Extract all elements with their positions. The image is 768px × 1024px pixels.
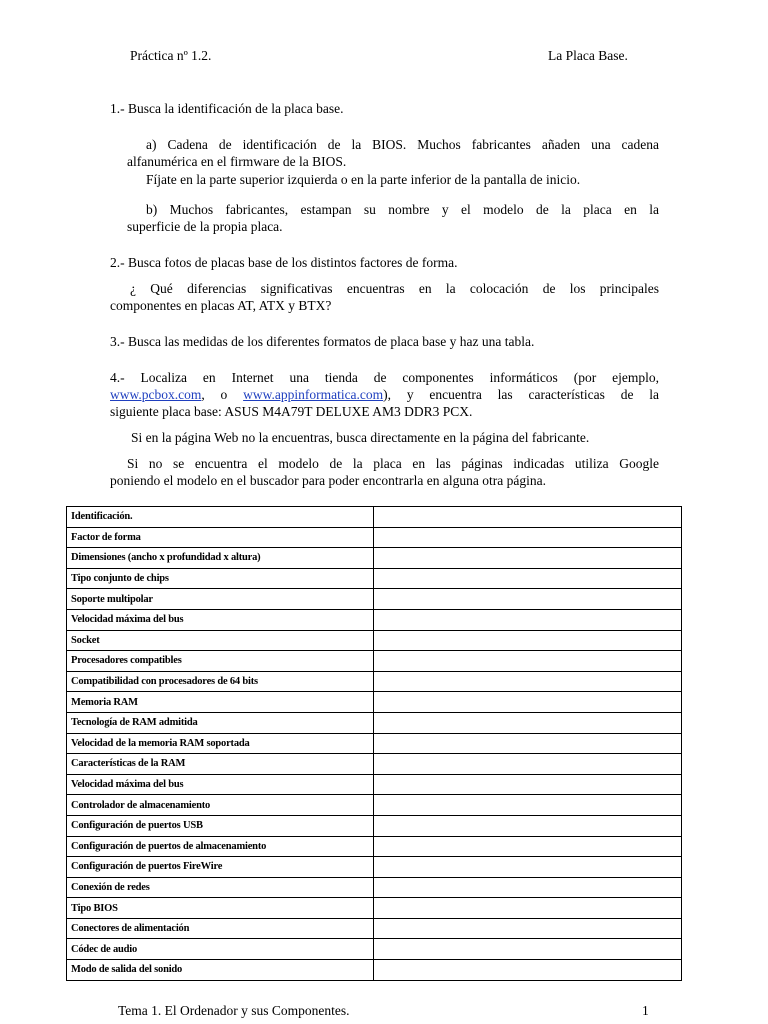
row-answer-cell[interactable] — [374, 651, 682, 672]
question-4-line-2 — [110, 386, 659, 404]
question-4-paragraph-3-line-2: poniendo el modelo en el buscador para poder encontrarla en alguna otra página. — [110, 473, 546, 488]
footer-topic: Tema 1. El Ordenador y sus Componentes. — [118, 1003, 350, 1018]
table-row — [67, 795, 682, 816]
row-answer-cell[interactable] — [374, 548, 682, 569]
table-row — [67, 774, 682, 795]
question-3-heading: 3.- Busca las medidas de los diferentes formatos de placa base y haz una tabla. — [110, 334, 535, 349]
table-row — [67, 671, 682, 692]
table-row — [67, 857, 682, 878]
row-label: Memoria RAM — [67, 692, 374, 713]
row-answer-cell[interactable] — [374, 918, 682, 939]
row-answer-cell[interactable] — [374, 692, 682, 713]
table-row — [67, 507, 682, 528]
question-4-line-2-rest: ), y encuentra las características de la — [383, 387, 659, 402]
row-label: Tipo conjunto de chips — [67, 568, 374, 589]
row-answer-cell[interactable] — [374, 836, 682, 857]
header-practice-number: Práctica nº 1.2. — [130, 48, 212, 63]
question-1a-line-3: Fíjate en la parte superior izquierda o en la parte inferior de la pantalla de inicio. — [146, 172, 581, 187]
question-1a-line-1: a) Cadena de identificación de la BIOS. Muchos fabricantes añaden una cadena — [146, 137, 659, 152]
row-answer-cell[interactable] — [374, 733, 682, 754]
question-1b-line-2: superficie de la propia placa. — [127, 219, 283, 234]
row-answer-cell[interactable] — [374, 815, 682, 836]
table-row — [67, 589, 682, 610]
table-row — [67, 733, 682, 754]
table-row — [67, 877, 682, 898]
table-row — [67, 836, 682, 857]
table-row — [67, 692, 682, 713]
table-row — [67, 918, 682, 939]
row-label: Códec de audio — [67, 939, 374, 960]
question-2-line-2: componentes en placas AT, ATX y BTX? — [110, 298, 332, 313]
row-label: Configuración de puertos FireWire — [67, 857, 374, 878]
pcbox-link[interactable]: www.pcbox.com — [110, 387, 202, 402]
row-label: Configuración de puertos de almacenamiento — [67, 836, 374, 857]
specification-table-body — [67, 507, 682, 981]
row-label: Características de la RAM — [67, 754, 374, 775]
question-2-heading: 2.- Busca fotos de placas base de los distintos factores de forma. — [110, 255, 458, 270]
question-4-line-1: 4.- Localiza en Internet una tienda de componentes informáticos (por ejemplo, — [110, 370, 659, 385]
question-4-separator: , o — [201, 387, 244, 402]
question-1b-line-1: b) Muchos fabricantes, estampan su nombre y el modelo de la placa en la — [146, 202, 659, 217]
table-row — [67, 630, 682, 651]
table-row — [67, 548, 682, 569]
row-label: Factor de forma — [67, 527, 374, 548]
appinformatica-link[interactable]: www.appinformatica.com — [243, 387, 384, 402]
row-label: Velocidad de la memoria RAM soportada — [67, 733, 374, 754]
row-label: Configuración de puertos USB — [67, 815, 374, 836]
question-4-paragraph-3-line-1: Si no se encuentra el modelo de la placa en las páginas indicadas utiliza Google — [127, 456, 659, 471]
table-row — [67, 815, 682, 836]
row-label: Modo de salida del sonido — [67, 960, 374, 981]
row-answer-cell[interactable] — [374, 527, 682, 548]
row-label: Velocidad máxima del bus — [67, 609, 374, 630]
question-4-paragraph-2: Si en la página Web no la encuentras, busca directamente en la página del fabricante. — [131, 430, 590, 445]
question-2-line-1: ¿ Qué diferencias significativas encuentras en la colocación de los principales — [130, 281, 659, 296]
table-row — [67, 960, 682, 981]
row-label: Conexión de redes — [67, 877, 374, 898]
question-1a-line-2: alfanumérica en el firmware de la BIOS. — [127, 154, 347, 169]
row-answer-cell[interactable] — [374, 712, 682, 733]
question-4-line-3: siguiente placa base: ASUS M4A79T DELUXE AM3 DDR3 PCX. — [110, 404, 473, 419]
row-label: Conectores de alimentación — [67, 918, 374, 939]
row-answer-cell[interactable] — [374, 568, 682, 589]
specification-table — [66, 506, 682, 981]
row-label: Tipo BIOS — [67, 898, 374, 919]
row-answer-cell[interactable] — [374, 754, 682, 775]
table-row — [67, 754, 682, 775]
row-label: Procesadores compatibles — [67, 651, 374, 672]
row-answer-cell[interactable] — [374, 877, 682, 898]
row-answer-cell[interactable] — [374, 507, 682, 528]
row-answer-cell[interactable] — [374, 774, 682, 795]
row-label: Identificación. — [67, 507, 374, 528]
header-topic-title: La Placa Base. — [548, 48, 628, 63]
row-answer-cell[interactable] — [374, 857, 682, 878]
row-answer-cell[interactable] — [374, 671, 682, 692]
row-label: Socket — [67, 630, 374, 651]
table-row — [67, 651, 682, 672]
row-label: Tecnología de RAM admitida — [67, 712, 374, 733]
table-row — [67, 939, 682, 960]
row-answer-cell[interactable] — [374, 898, 682, 919]
table-row — [67, 712, 682, 733]
footer-page-number: 1 — [642, 1003, 649, 1018]
row-label: Controlador de almacenamiento — [67, 795, 374, 816]
table-row — [67, 898, 682, 919]
row-label: Compatibilidad con procesadores de 64 bits — [67, 671, 374, 692]
question-1-heading: 1.- Busca la identificación de la placa base. — [110, 101, 344, 116]
row-answer-cell[interactable] — [374, 939, 682, 960]
row-label: Dimensiones (ancho x profundidad x altura) — [67, 548, 374, 569]
row-answer-cell[interactable] — [374, 630, 682, 651]
row-answer-cell[interactable] — [374, 960, 682, 981]
row-label: Soporte multipolar — [67, 589, 374, 610]
table-row — [67, 568, 682, 589]
table-row — [67, 609, 682, 630]
row-answer-cell[interactable] — [374, 589, 682, 610]
table-row — [67, 527, 682, 548]
row-answer-cell[interactable] — [374, 795, 682, 816]
row-label: Velocidad máxima del bus — [67, 774, 374, 795]
row-answer-cell[interactable] — [374, 609, 682, 630]
